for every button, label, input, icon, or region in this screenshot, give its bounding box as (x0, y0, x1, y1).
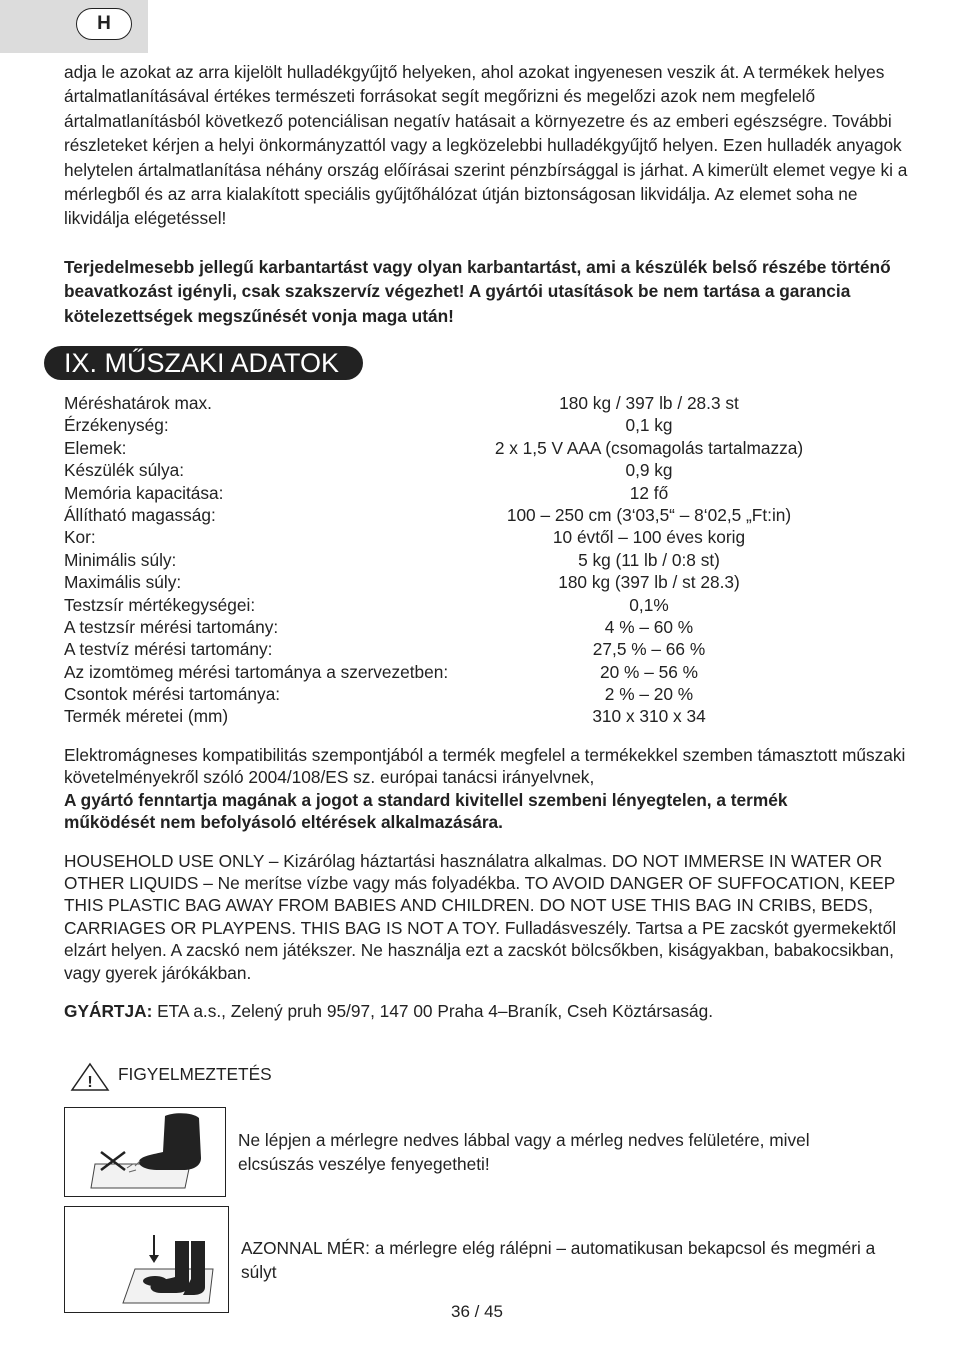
spec-row (64, 414, 909, 436)
manufacturer-line (64, 1000, 909, 1022)
maintenance-note: Terjedelmesebb jellegű karbantartást vagy olyan karbantartást, ami a készülék belső részébe történő beavatkozást igényli, csak szakszervíz végezhet! A gyártói utasítások be nem tartása a garancia kötelezettségek megszűnését vonja maga után! (64, 256, 891, 326)
spec-row (64, 616, 909, 638)
spec-row (64, 459, 909, 481)
wet-feet-figure (64, 1107, 226, 1197)
manufacturer-label: GYÁRTJA: (64, 1001, 153, 1022)
spec-label: Érzékenység: (64, 415, 169, 436)
spec-row (64, 392, 909, 414)
language-badge: H (76, 8, 132, 40)
section-title: IX. MŰSZAKI ADATOK (44, 346, 363, 380)
spec-label: Elemek: (64, 437, 127, 458)
spec-label: Testzsír mértékegységei: (64, 594, 256, 615)
spec-value: 10 évtől – 100 éves korig (552, 527, 746, 548)
spec-label: Méréshatárok max. (64, 393, 212, 413)
spec-row (64, 705, 909, 727)
spec-label: Termék méretei (mm) (64, 706, 229, 727)
spec-label: Minimális súly: (64, 549, 177, 570)
compliance-block (64, 744, 909, 1022)
spec-value: 27,5 % – 66 % (592, 639, 706, 660)
spec-label: Állítható magasság: (64, 504, 216, 525)
warning-glyph: ! (87, 1074, 93, 1091)
spec-label: Az izomtömeg mérési tartománya a szervezetben: (64, 661, 449, 682)
intro-block (64, 60, 909, 328)
language-tab (0, 0, 148, 53)
spec-label: Maximális súly: (64, 572, 182, 593)
spec-row (64, 571, 909, 593)
spec-label: Memória kapacitása: (64, 482, 224, 503)
spec-value: 180 kg / 397 lb / 28.3 st (559, 393, 739, 413)
spec-value: 5 kg (11 lb / 0:8 st) (578, 549, 720, 570)
spec-row (64, 504, 909, 526)
spec-value: 0,9 kg (625, 460, 673, 481)
spec-value: 20 % – 56 % (600, 661, 698, 682)
spec-row (64, 683, 909, 705)
spec-value: 310 x 310 x 34 (592, 706, 706, 727)
instant-measure-figure (64, 1206, 229, 1313)
spec-label: Készülék súlya: (64, 460, 185, 481)
wet-feet-illustration (65, 1108, 224, 1195)
spec-value: 2 % – 20 % (604, 684, 694, 705)
spec-row (64, 526, 909, 548)
spec-label: A testvíz mérési tartomány: (64, 639, 273, 660)
household-text: HOUSEHOLD USE ONLY – Kizárólag háztartási használatra alkalmas. DO NOT IMMERSE IN WATER OR OTHER LIQUIDS – Ne merítse vízbe vagy más folyadékba. TO AVOID DANGER OF SUFFOCATION, KEEP THIS PLASTIC BAG AWAY FROM BABIES AND CHILDREN. DO NOT USE THIS BAG IN CRIBS, BEDS, CARRIAGES OR PLAYPENS. THIS BAG IS NOT A TOY. Fulladásveszély. Tartsa a PE zacskót gyermekektől elzárt helyen. A zacskó nem játékszer. Ne használja ezt a zacskót bölcsőkben, kiságyakban, babakocsikban, vagy gyerek járókákban. (64, 850, 897, 983)
warning-label: FIGYELMEZTETÉS (118, 1064, 272, 1084)
spec-row (64, 594, 909, 616)
spec-value: 0,1% (629, 594, 669, 615)
manufacturer-address: ETA a.s., Zelený pruh 95/97, 147 00 Praha 4–Braník, Cseh Köztársaság. (152, 1001, 714, 1022)
wet-feet-text: Ne lépjen a mérlegre nedves lábbal vagy a mérleg nedves felületére, mivel elcsúszás veszélye fenyegetheti! (238, 1130, 810, 1174)
spec-value: 0,1 kg (625, 415, 673, 436)
spec-row (64, 437, 909, 459)
spec-row (64, 661, 909, 683)
spec-value: 180 kg (397 lb / st 28.3) (558, 572, 740, 593)
spec-label: Csontok mérési tartománya: (64, 684, 281, 705)
spec-table (64, 392, 909, 728)
spec-label: Kor: (64, 527, 96, 548)
spec-label: A testzsír mérési tartomány: (64, 616, 279, 637)
disposal-paragraph: adja le azokat az arra kijelölt hulladékgyűjtő helyeken, ahol azokat ingyenesen veszik át. A termékek helyes ártalmatlanításával értékes természeti forrásokat segít megőrizni és megelőzi azok nem megfelelő ártalmatlanításból következő potenciálisan negatív hatásait a környezetre és az emberi egészségre. További részleteket kérjen a helyi önkormányzattól vagy a legközelebbi hulladékgyűjtő helyen. Ezen hulladék anyagok helytelen ártalmatlanítása néhány ország előírásai szerint pénzbírsággal is járhat. A kimerült elemet vegye ki a mérlegből és az arra kialakított speciális gyűjtőhálózat útján biztonságosan likvidálja. Az elemet soha ne likvidálja elégetéssel! (64, 62, 908, 229)
spec-value: 12 fő (629, 482, 669, 503)
spec-row (64, 549, 909, 571)
spec-row (64, 638, 909, 660)
page-number: 36 / 45 (451, 1302, 503, 1321)
manufacturer-reserve: A gyártó fenntartja magának a jogot a standard kivitellel szembeni lényegtelen, a termék működését nem befolyásoló eltérések alkalmazására. (64, 789, 788, 833)
instant-measure-text: AZONNAL MÉR: a mérlegre elég rálépni – automatikusan bekapcsol és megméri a súlyt (241, 1238, 876, 1282)
warning-triangle-icon (70, 1062, 110, 1092)
spec-row (64, 482, 909, 504)
spec-value: 4 % – 60 % (604, 616, 694, 637)
emc-text: Elektromágneses kompatibilitás szempontjából a termék megfelel a termékekkel szemben támasztott műszaki követelményekről szóló 2004/108/ES sz. európai tanácsi irányelvnek, (64, 745, 906, 788)
spec-value: 2 x 1,5 V AAA (csomagolás tartalmazza) (494, 437, 804, 458)
spec-value: 100 – 250 cm (3‘03,5“ – 8‘02,5 „Ft:in) (506, 504, 792, 525)
instant-measure-illustration (65, 1207, 227, 1311)
